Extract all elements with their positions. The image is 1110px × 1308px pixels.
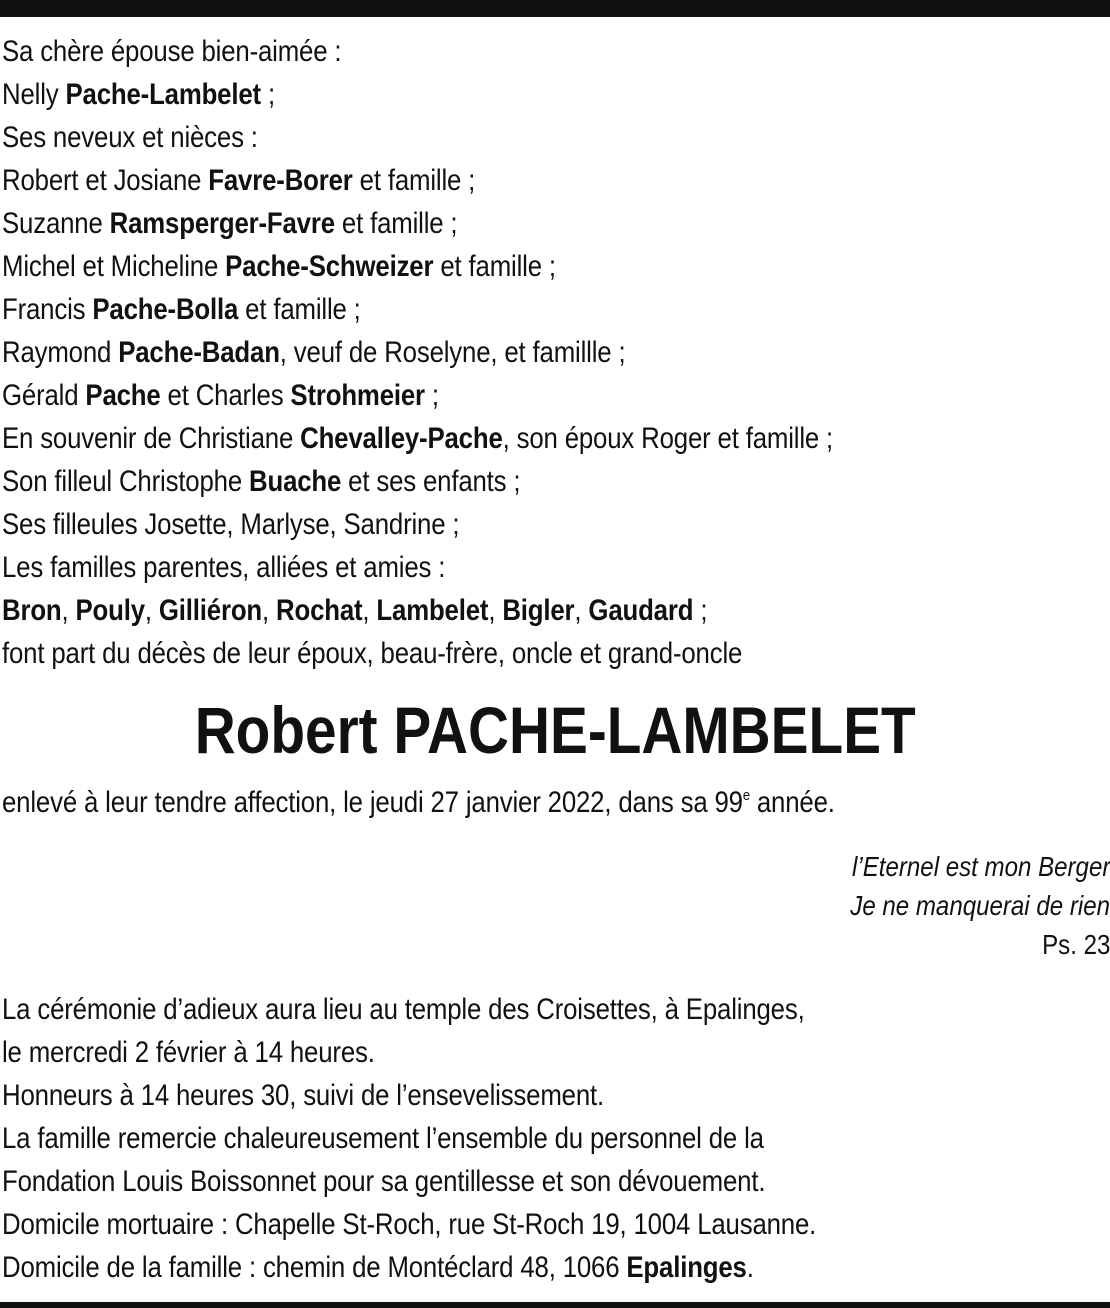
separator: , — [61, 594, 76, 627]
death-announcement — [2, 783, 835, 823]
family-text: font part du décès de leur époux, beau-frère, oncle et grand-oncle — [2, 637, 743, 670]
surname: Strohmeier — [290, 379, 425, 412]
related-families-line — [2, 591, 707, 631]
given-names: Michel et Micheline — [2, 250, 226, 283]
ceremony-line — [2, 1205, 816, 1245]
family-line — [2, 247, 556, 287]
given-names: Robert et Josiane — [2, 164, 209, 197]
separator: , — [144, 594, 159, 627]
ceremony-line — [2, 990, 805, 1030]
family-line — [2, 204, 457, 244]
line-end: et famille ; — [334, 207, 458, 240]
surname: Pache-Bolla — [92, 293, 239, 326]
verse-reference: Ps. 23 — [1041, 929, 1110, 960]
family-line — [2, 548, 445, 588]
death-text-end: année. — [749, 786, 835, 819]
surname: Buache — [249, 465, 342, 498]
family-line — [2, 376, 439, 416]
line-end: et famille ; — [352, 164, 476, 197]
separator: , — [488, 594, 503, 627]
surname: Gilliéron — [158, 594, 263, 627]
ceremony-text: La famille remercie chaleureusement l’ensemble du personnel de la — [2, 1122, 764, 1155]
separator: , — [574, 594, 589, 627]
line-end: ; — [424, 379, 439, 412]
address-text: Domicile de la famille : chemin de Montéclard 48, 1066 — [2, 1251, 627, 1284]
given-names: Gérald — [2, 379, 86, 412]
bottom-border-rule — [0, 1302, 1110, 1308]
line-end: ; — [260, 78, 275, 111]
ceremony-line — [2, 1076, 604, 1116]
family-line — [2, 75, 275, 115]
given-names: et Charles — [160, 379, 291, 412]
deceased-name: Robert PACHE-LAMBELET — [194, 693, 916, 767]
death-text: enlevé à leur tendre affection, le jeudi 27 janvier 2022, dans sa 99 — [2, 786, 743, 819]
family-line — [2, 462, 520, 502]
surname: Bron — [2, 594, 62, 627]
locality: Epalinges — [626, 1251, 747, 1284]
line-end: et ses enfants ; — [341, 465, 521, 498]
family-line — [2, 32, 341, 72]
surname: Pache-Lambelet — [65, 78, 261, 111]
separator: , — [362, 594, 377, 627]
ceremony-line — [2, 1119, 764, 1159]
surname: Pache-Badan — [118, 336, 280, 369]
ceremony-text: le mercredi 2 février à 14 heures. — [2, 1036, 375, 1069]
ceremony-text: Fondation Louis Boissonnet pour sa gentillesse et son dévouement. — [2, 1165, 766, 1198]
verse-line: l’Eternel est mon Berger — [851, 851, 1110, 882]
line-end: . — [746, 1251, 754, 1284]
family-line — [2, 419, 833, 459]
ordinal-superscript: e — [742, 787, 750, 804]
family-text: Ses neveux et nièces : — [2, 121, 258, 154]
surname: Pouly — [75, 594, 145, 627]
family-text: Les familles parentes, alliées et amies : — [2, 551, 446, 584]
family-text: Sa chère épouse bien-aimée : — [2, 35, 342, 68]
family-address-line — [2, 1248, 754, 1288]
given-names: Suzanne — [2, 207, 110, 240]
family-line — [2, 505, 459, 545]
line-end: et famille ; — [433, 250, 556, 283]
ceremony-text: Domicile mortuaire : Chapelle St-Roch, rue St-Roch 19, 1004 Lausanne. — [2, 1208, 817, 1241]
family-line — [2, 333, 625, 373]
top-border-rule — [0, 0, 1110, 17]
line-end: ; — [693, 594, 708, 627]
surname: Chevalley-Pache — [300, 422, 503, 455]
separator: , — [262, 594, 277, 627]
given-names: Nelly — [2, 78, 66, 111]
ceremony-text: La cérémonie d’adieux aura lieu au temple des Croisettes, à Epalinges, — [2, 993, 805, 1026]
surname: Pache — [85, 379, 161, 412]
ceremony-text: Honneurs à 14 heures 30, suivi de l’ensevelissement. — [2, 1079, 605, 1112]
surname: Ramsperger-Favre — [109, 207, 335, 240]
given-names: Son filleul Christophe — [2, 465, 250, 498]
family-line — [2, 290, 361, 330]
line-end: , veuf de Roselyne, et famillle ; — [279, 336, 626, 369]
family-text: Ses filleules Josette, Marlyse, Sandrine ; — [2, 508, 460, 541]
surname: Pache-Schweizer — [225, 250, 434, 283]
surname: Gaudard — [588, 594, 694, 627]
surname: Rochat — [276, 594, 363, 627]
surname: Lambelet — [376, 594, 489, 627]
ceremony-line — [2, 1033, 375, 1073]
ceremony-line — [2, 1162, 765, 1202]
surname: Bigler — [502, 594, 575, 627]
family-line — [2, 118, 258, 158]
family-line — [2, 161, 475, 201]
surname: Favre-Borer — [208, 164, 353, 197]
given-names: Raymond — [2, 336, 119, 369]
line-end: , son époux Roger et famille ; — [502, 422, 834, 455]
line-end: et famille ; — [238, 293, 361, 326]
deceased-name-heading — [0, 690, 1110, 770]
given-names: En souvenir de Christiane — [2, 422, 301, 455]
verse-line: Je ne manquerai de rien — [850, 890, 1110, 921]
given-names: Francis — [2, 293, 93, 326]
family-line — [2, 634, 742, 674]
